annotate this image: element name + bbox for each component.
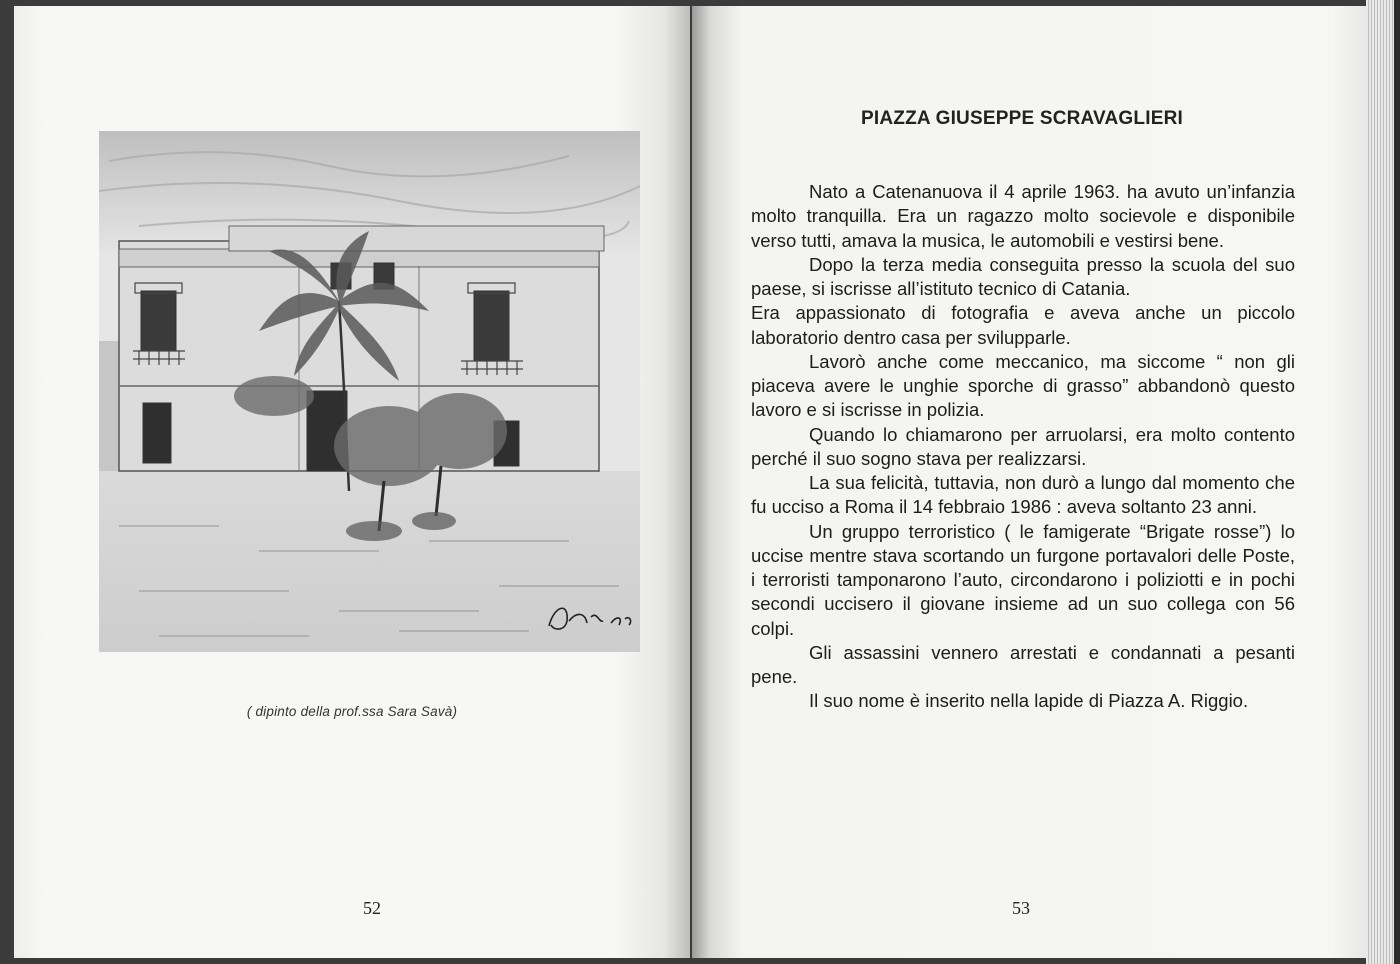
illustration-caption: ( dipinto della prof.ssa Sara Savà) [246, 704, 458, 719]
paragraph-5: Quando lo chiamarono per arruolarsi, era molto contento perché il suo sogno stava per realizzarsi. [751, 423, 1295, 469]
paragraph-4: Lavorò anche come meccanico, ma siccome “ non gli piaceva avere le unghie sporche di grasso” abbandonò questo lavoro e si iscrisse in polizia. [751, 350, 1295, 421]
paragraph-2: Dopo la terza media conseguita presso la scuola del suo paese, si iscrisse all’istituto tecnico di Catania. [751, 253, 1295, 299]
building-illustration [99, 131, 640, 652]
paragraph-6: La sua felicità, tuttavia, non durò a lungo dal momento che fu ucciso a Roma il 14 febbraio 1986 : aveva soltanto 23 anni. [751, 472, 1295, 518]
paragraph-8: Gli assassini vennero arrestati e condannati a pesanti pene. [751, 641, 1295, 687]
body-text [751, 180, 1295, 714]
paragraph-1: Nato a Catenanuova il 4 aprile 1963. ha avuto un’infanzia molto tranquilla. Era un ragazzo molto socievole e disponibile verso tutti, amava la musica, le automobili e vestirsi bene. [751, 181, 1295, 251]
paragraph-9: Il suo nome è inserito nella lapide di Piazza A. Riggio. [809, 690, 1249, 712]
paragraph-7: Un gruppo terroristico ( le famigerate “Brigate rosse”) lo uccise mentre stava scortando un furgone portavalori delle Poste, i terroristi tamponarono l’auto, circondarono i poliziotti e in pochi secondi uccisero il giovane insieme ad un suo collega con 56 colpi. [751, 520, 1295, 639]
paragraph-3: Era appassionato di fotografia e aveva anche un piccolo laboratorio dentro casa per svilupparle. [751, 302, 1295, 348]
left-page [14, 6, 690, 958]
page-number-right: 53 [1012, 898, 1030, 918]
edge-shadow [1394, 0, 1400, 964]
page-number-left: 52 [363, 898, 381, 918]
right-page [692, 6, 1366, 958]
page-stack-edge [1366, 0, 1394, 964]
chapter-title: PIAZZA GIUSEPPE SCRAVAGLIERI [861, 108, 1183, 129]
